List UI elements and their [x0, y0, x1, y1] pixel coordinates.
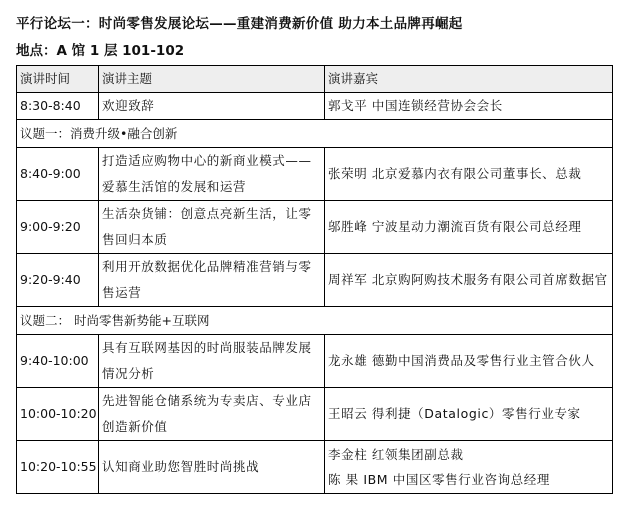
- session-topic: 打造适应购物中心的新商业模式——爱慕生活馆的发展和运营: [99, 148, 325, 201]
- session-speaker: [325, 441, 613, 494]
- table-row: [17, 441, 613, 494]
- table-row: [17, 93, 613, 120]
- section-row: [17, 307, 613, 335]
- session-speaker: 邬胜峰 宁波星动力潮流百货有限公司总经理: [325, 201, 613, 254]
- column-header-topic: 演讲主题: [99, 66, 325, 93]
- table-row: [17, 254, 613, 307]
- section-heading: 议题二： 时尚零售新势能+互联网: [17, 307, 613, 335]
- speaker-line: 李金柱 红领集团副总裁: [328, 447, 464, 462]
- venue-line: 地点：A 馆 1 层 101-102: [16, 43, 185, 59]
- section-row: [17, 120, 613, 148]
- session-time: 9:00-9:20: [17, 201, 99, 254]
- table-row: [17, 335, 613, 388]
- table-header-row: [17, 66, 613, 93]
- schedule-table: [16, 65, 613, 494]
- session-speaker: 郭戈平 中国连锁经营协会会长: [325, 93, 613, 120]
- session-time: 8:40-9:00: [17, 148, 99, 201]
- table-row: [17, 388, 613, 441]
- session-topic: 利用开放数据优化品牌精准营销与零售运营: [99, 254, 325, 307]
- session-topic: 先进智能仓储系统为专卖店、专业店创造新价值: [99, 388, 325, 441]
- session-speaker: 王昭云 得利捷（Datalogic）零售行业专家: [325, 388, 613, 441]
- session-time: 10:20-10:55: [17, 441, 99, 494]
- session-time: 9:20-9:40: [17, 254, 99, 307]
- session-topic: 欢迎致辞: [99, 93, 325, 120]
- table-row: [17, 201, 613, 254]
- forum-title: 平行论坛一：时尚零售发展论坛——重建消费新价值 助力本土品牌再崛起: [16, 16, 463, 32]
- session-time: 10:00-10:20: [17, 388, 99, 441]
- column-header-time: 演讲时间: [17, 66, 99, 93]
- session-speaker: 周祥军 北京购阿购技术服务有限公司首席数据官: [325, 254, 613, 307]
- section-heading: 议题一：消费升级•融合创新: [17, 120, 613, 148]
- session-time: 8:30-8:40: [17, 93, 99, 120]
- session-speaker: 张荣明 北京爱慕内衣有限公司董事长、总裁: [325, 148, 613, 201]
- column-header-speaker: 演讲嘉宾: [325, 66, 613, 93]
- speaker-line: 陈 果 IBM 中国区零售行业咨询总经理: [328, 472, 550, 487]
- session-topic: 生活杂货铺：创意点亮新生活，让零售回归本质: [99, 201, 325, 254]
- table-row: [17, 148, 613, 201]
- session-speaker: 龙永雄 德勤中国消费品及零售行业主管合伙人: [325, 335, 613, 388]
- session-topic: 具有互联网基因的时尚服装品牌发展情况分析: [99, 335, 325, 388]
- session-time: 9:40-10:00: [17, 335, 99, 388]
- session-topic: 认知商业助您智胜时尚挑战: [99, 441, 325, 494]
